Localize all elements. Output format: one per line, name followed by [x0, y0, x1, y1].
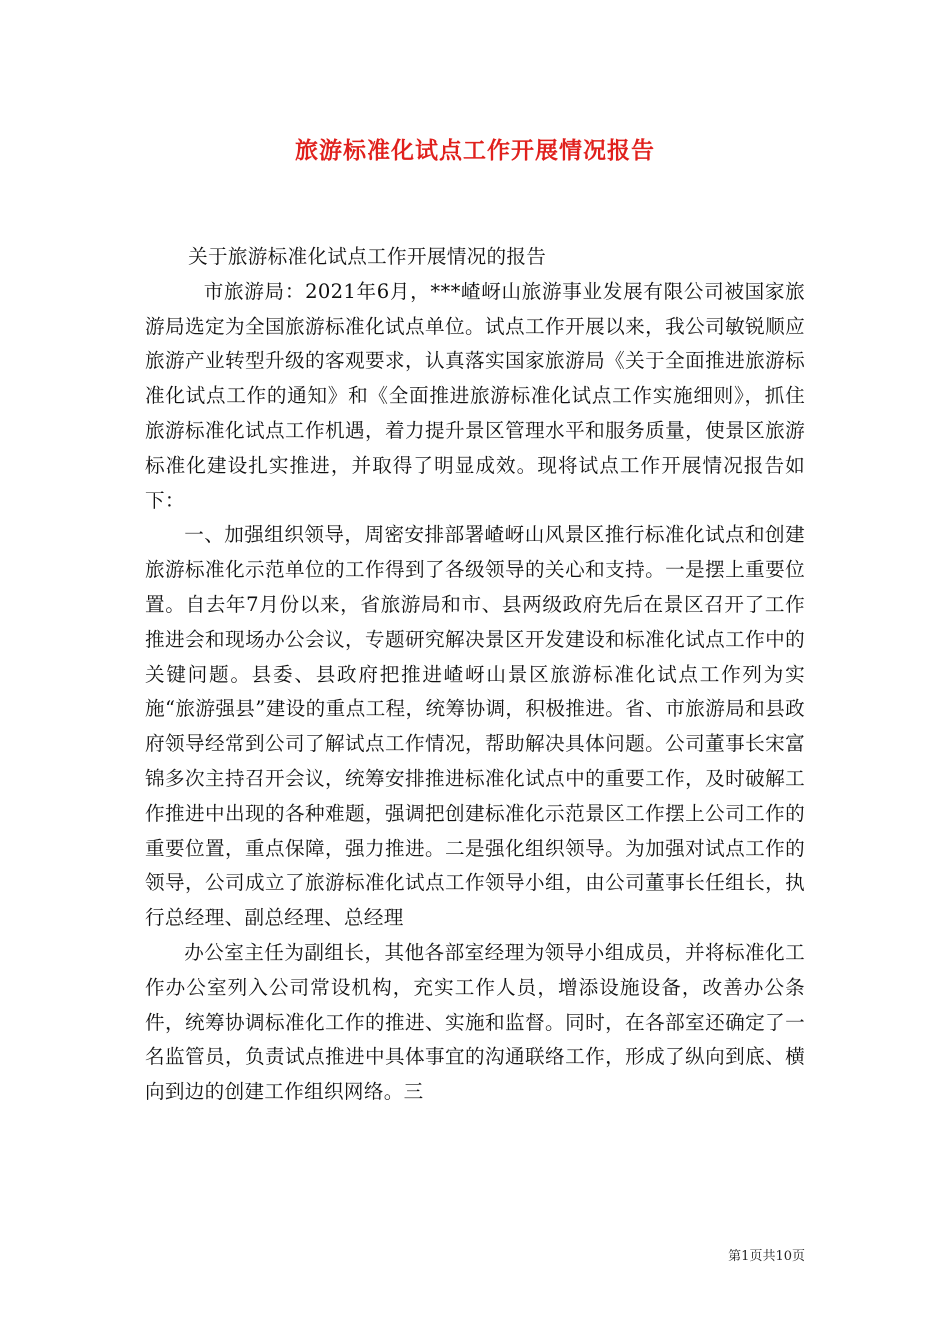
document-title: 旅游标准化试点工作开展情况报告 — [295, 137, 655, 164]
paragraph-subject-line: 关于旅游标准化试点工作开展情况的报告 — [188, 245, 547, 268]
document-body — [145, 240, 805, 1110]
paragraph-salutation: 市旅游局：2021年6月，***嵖岈山旅游事业发展有限公司被国家旅游局选定为全国旅游标准化试点单位。试点工作开展以来，我公司敏锐顺应旅游产业转型升级的客观要求，认真落实国家旅游局《关于全面推进旅游标准化试点工作的通知》和《全面推进旅游标准化试点工作实施细则》，抓住旅游标准化试点工作机遇，着力提升景区管理水平和服务质量，使景区旅游标准化建设扎实推进，并取得了明显成效。现将试点工作开展情况报告如下： — [145, 279, 805, 512]
paragraph-section-one: 一、加强组织领导，周密安排部署嵖岈山风景区推行标准化试点和创建旅游标准化示范单位的工作得到了各级领导的关心和支持。一是摆上重要位置。自去年7月份以来，省旅游局和市、县两级政府先后在景区召开了工作推进会和现场办公会议，专题研究解决景区开发建设和标准化试点工作中的关键问题。县委、县政府把推进嵖岈山景区旅游标准化试点工作列为实施“旅游强县”建设的重点工程，统筹协调，积极推进。省、市旅游局和县政府领导经常到公司了解试点工作情况，帮助解决具体问题。公司董事长宋富锦多次主持召开会议，统筹安排推进标准化试点中的重要工作，及时破解工作推进中出现的各种难题，强调把创建标准化示范景区工作摆上公司工作的重要位置，重点保障，强力推进。二是强化组织领导。为加强对试点工作的领导，公司成立了旅游标准化试点工作领导小组，由公司董事长任组长，执行总经理、副总经理、总经理 — [145, 523, 805, 930]
page-number-footer: 第1页共10页 — [728, 1249, 805, 1264]
paragraph-continuation: 办公室主任为副组长，其他各部室经理为领导小组成员，并将标准化工作办公室列入公司常设机构，充实工作人员，增添设施设备，改善办公条件，统筹协调标准化工作的推进、实施和监督。同时，在各部室还确定了一名监管员，负责试点推进中具体事宜的沟通联络工作，形成了纵向到底、横向到边的创建工作组织网络。三 — [145, 940, 805, 1104]
